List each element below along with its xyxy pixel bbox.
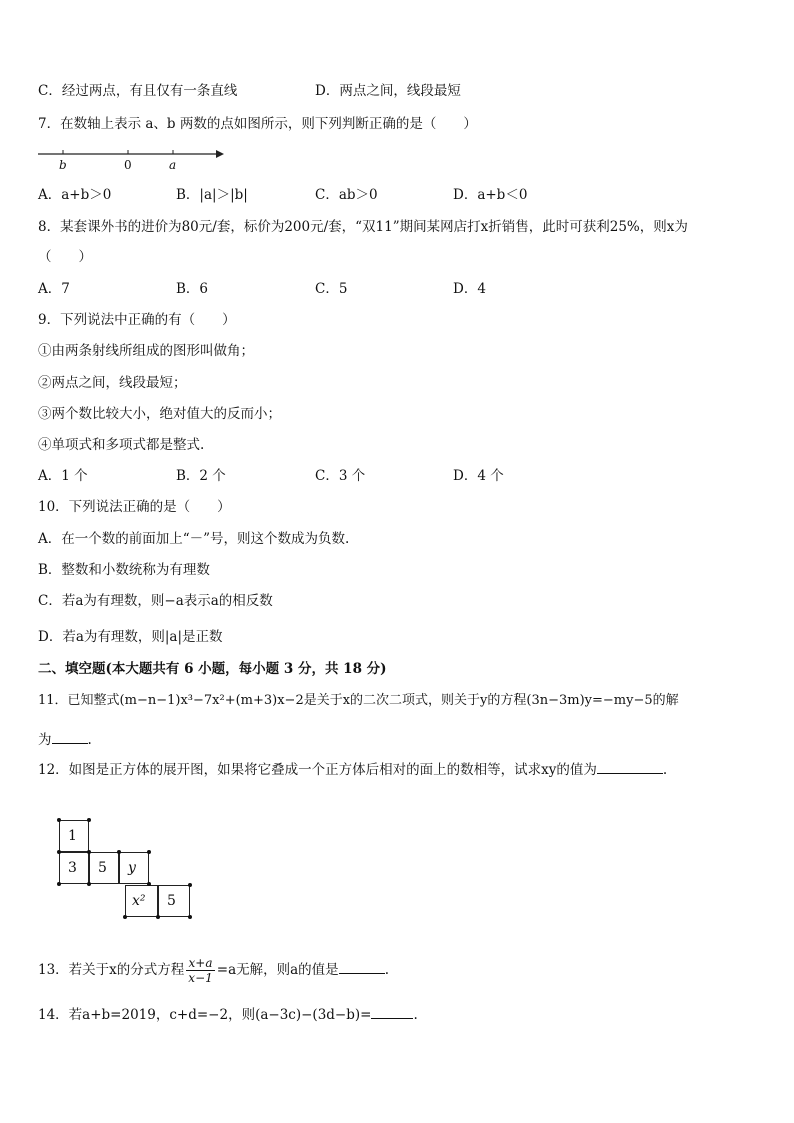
q10-option-c: C．若a为有理数，则−a表示a的相反数: [38, 593, 273, 609]
q8-stem-cont: （ ）: [38, 249, 92, 265]
net-cell-3: 5: [89, 852, 119, 884]
q13-stem-post: =a无解，则a的值是: [216, 962, 339, 978]
q9-option-a: A．1 个: [38, 468, 88, 484]
q12-stem-row: 12．如图是正方体的展开图，如果将它叠成一个正方体后相对的面上的数相等，试求xy的值为 .: [38, 759, 667, 779]
q10-option-a: A．在一个数的前面加上“－”号，则这个数成为负数.: [38, 531, 350, 547]
net-cell-6: 5: [158, 885, 190, 917]
axis-label-a: a: [169, 158, 177, 172]
q12-answer-blank[interactable]: [597, 759, 663, 774]
q6-option-d: D．两点之间，线段最短: [315, 83, 461, 99]
q9-option-c: C．3 个: [315, 468, 366, 484]
net-cell-1: 1: [59, 820, 89, 852]
q10-option-b: B．整数和小数统称为有理数: [38, 562, 210, 578]
q9-item-3: ③两个数比较大小，绝对值大的反而小；: [38, 406, 281, 422]
section-heading-fill-in: 二、填空题(本大题共有 6 小题，每小题 3 分，共 18 分): [38, 661, 387, 677]
q14-stem: 14．若a+b=2019，c+d=−2，则(a−3c)−(3d−b)=: [38, 1007, 372, 1023]
q8-option-b: B．6: [176, 281, 209, 297]
q7-option-b: B．|a|＞|b|: [176, 187, 248, 203]
q14-answer-blank[interactable]: [371, 1004, 413, 1019]
q8-option-a: A．7: [38, 281, 70, 297]
q9-stem: 9．下列说法中正确的有（ ）: [38, 312, 236, 328]
q9-option-d: D．4 个: [453, 468, 504, 484]
q7-option-c: C．ab＞0: [315, 187, 378, 203]
net-cell-2: 3: [59, 852, 89, 884]
axis-label-b: b: [59, 158, 67, 172]
net-cell-4: y: [119, 852, 149, 884]
q11-stem: 11．已知整式(m−n−1)x³−7x²+(m+3)x−2是关于x的二次二项式，则关于y的方程(3n−3m)y=−my−5的解: [38, 693, 679, 708]
q11-answer-prefix: 为: [38, 732, 52, 748]
q8-stem: 8．某套课外书的进价为80元/套，标价为200元/套，“双11”期间某网店打x折销售，此时可获利25%，则x为: [38, 219, 688, 235]
q9-item-4: ④单项式和多项式都是整式.: [38, 437, 205, 453]
axis-label-zero: 0: [124, 158, 132, 172]
q7-option-d: D．a+b＜0: [453, 187, 528, 203]
q11-stem-cont: 为 .: [38, 729, 92, 749]
q13-fraction: [186, 956, 214, 985]
net-cell-5: x²: [125, 885, 158, 917]
q8-option-c: C．5: [315, 281, 348, 297]
q10-stem: 10．下列说法正确的是（ ）: [38, 499, 231, 515]
q12-stem: 12．如图是正方体的展开图，如果将它叠成一个正方体后相对的面上的数相等，试求xy的值为: [38, 762, 597, 778]
q13-stem-pre: 13．若关于x的分式方程: [38, 962, 185, 978]
q9-option-b: B．2 个: [176, 468, 226, 484]
q13-row: 13．若关于x的分式方程 $\frac{x+a}{x-1}$ =a无解，则a的值是 .: [38, 956, 389, 985]
q7-stem: 7．在数轴上表示 a、b 两数的点如图所示，则下列判断正确的是（ ）: [38, 116, 477, 132]
q13-answer-blank[interactable]: [339, 959, 385, 974]
q7-option-a: A．a+b＞0: [38, 187, 112, 203]
q10-option-d: D．若a为有理数，则|a|是正数: [38, 629, 223, 645]
q9-item-1: ①由两条射线所组成的图形叫做角；: [38, 343, 254, 359]
q9-item-2: ②两点之间，线段最短；: [38, 375, 187, 391]
q13-fraction-denominator: x−1: [188, 971, 213, 985]
q6-option-c: C．经过两点，有且仅有一条直线: [38, 83, 238, 99]
q14-row: 14．若a+b=2019，c+d=−2，则(a−3c)−(3d−b)= .: [38, 1004, 418, 1024]
q11-answer-blank[interactable]: [52, 729, 88, 744]
q13-fraction-numerator: x+a: [186, 956, 214, 971]
q8-option-d: D．4: [453, 281, 486, 297]
